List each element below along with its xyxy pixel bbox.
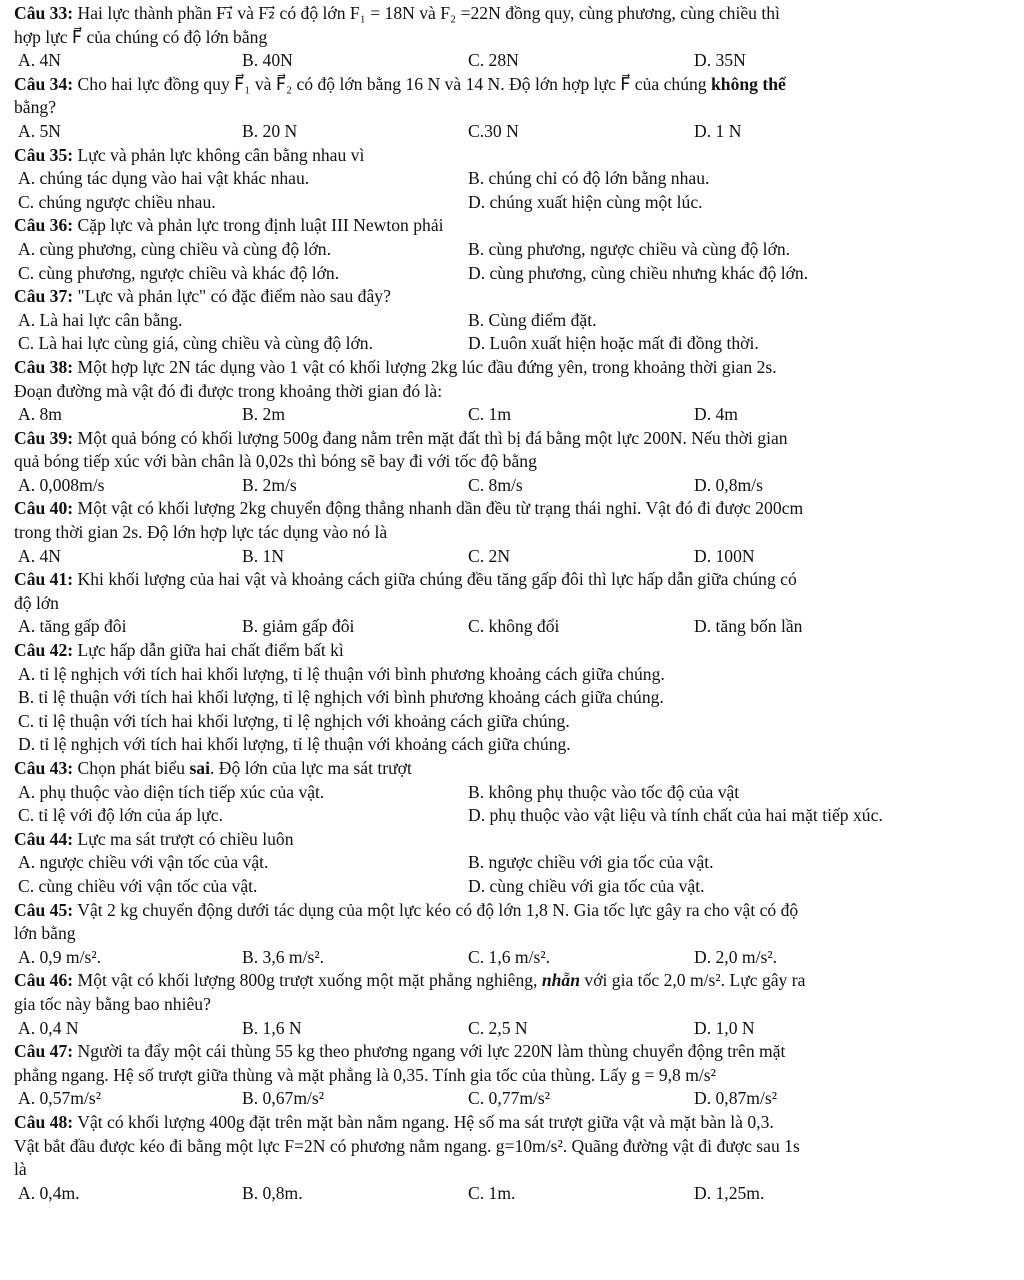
answer-option-d[interactable]: D. chúng xuất hiện cùng một lúc. [468,191,703,212]
question-45 [14,899,1014,923]
answer-option-b[interactable]: B. 1,6 N [242,1017,302,1038]
answer-option-d[interactable]: D. 0,8m/s [694,474,763,495]
answer-option-d[interactable]: D. 1 N [694,120,742,141]
question-number: Câu 37: [14,286,74,307]
answer-option-a[interactable]: A. tỉ lệ nghịch với tích hai khối lượng, tỉ lệ thuận với bình phương khoảng cách giữa chúng. [18,663,665,684]
answer-option-c[interactable]: C. không đổi [468,616,560,637]
answer-option-b[interactable]: B. 40N [242,50,293,71]
answer-option-c[interactable]: C. cùng phương, ngược chiều và khác độ lớn. [18,262,340,283]
question-number: Câu 43: [14,758,74,778]
answer-option-c[interactable]: C. 1m. [468,1182,516,1203]
answer-option-d[interactable]: D. phụ thuộc vào vật liệu và tính chất của hai mặt tiếp xúc. [468,805,883,826]
answer-option-a[interactable]: A. 8m [18,404,62,425]
answer-option-c[interactable]: C. 28N [468,50,519,71]
answer-option-b[interactable]: B. ngược chiều với gia tốc của vật. [468,852,714,873]
question-number: Câu 34: [14,73,74,94]
options-row [14,710,1014,734]
question-text: Một hợp lực 2N tác dụng vào 1 vật có khối lượng 2kg lúc đầu đứng yên, trong khoảng thời gian 2s. [77,356,777,377]
options-row [14,804,1014,828]
question-text: Đoạn đường mà vật đó đi được trong khoảng thời gian đó là: [14,380,443,401]
answer-option-d[interactable]: D. 4m [694,404,738,425]
question-text: trong thời gian 2s. Độ lớn hợp lực tác dụng vào nó là [14,522,388,543]
answer-option-a[interactable]: A. ngược chiều với vận tốc của vật. [18,852,269,873]
options-row [14,49,1014,73]
question-41 [14,568,1014,592]
answer-option-a[interactable]: A. phụ thuộc vào diện tích tiếp xúc của vật. [18,781,325,802]
question-emphasis: nhẵn [541,970,580,991]
question-37 [14,285,1014,309]
question-text: Khi khối lượng của hai vật và khoảng cách giữa chúng đều tăng gấp đôi thì lực hấp dẫn giữa chúng có [77,569,797,590]
answer-option-d[interactable]: D. 1,25m. [694,1182,765,1203]
answer-option-b[interactable]: B. Cùng điểm đặt. [468,309,597,330]
question-33 [14,2,1014,26]
question-text: "Lực và phản lực" có đặc điểm nào sau đây? [77,286,391,307]
question-number: Câu 41: [14,569,74,590]
options-row [14,120,1014,144]
question-text: phẳng ngang. Hệ số trượt giữa thùng và mặt phẳng là 0,35. Tính gia tốc của thùng. Lấy g = 9,8 m/s² [14,1064,716,1085]
question-48 [14,1111,1014,1135]
question-38 [14,356,1014,380]
question-text: là [14,1159,27,1180]
answer-option-a[interactable]: A. 5N [18,120,62,141]
question-text: độ lớn [14,592,59,613]
options-row [14,686,1014,710]
question-number: Câu 45: [14,899,74,920]
question-text: Lực ma sát trượt có chiều luôn [77,828,294,849]
question-text: Vật bắt đầu được kéo đi bằng một lực F=2N có phương nằm ngang. g=10m/s². Quãng đường vật đi được sau 1s [14,1135,800,1156]
question-44 [14,828,1014,852]
options-row [14,167,1014,191]
answer-option-b[interactable]: B. 1N [242,545,285,566]
answer-option-a[interactable]: A. cùng phương, cùng chiều và cùng độ lớn. [18,238,332,259]
answer-option-a[interactable]: A. 4N [18,545,62,566]
question-text: Một vật có khối lượng 2kg chuyển động thẳng nhanh dần đều từ trạng thái nghỉ. Vật đó đi được 200cm [77,498,804,519]
options-row [14,946,1014,970]
answer-option-c[interactable]: C. tỉ lệ thuận với tích hai khối lượng, tỉ lệ nghịch với khoảng cách giữa chúng. [18,710,570,731]
question-text: Một quả bóng có khối lượng 500g đang nằm trên mặt đất thì bị đá bằng một lực 200N. Nếu thời gian [77,427,788,448]
question-text: với gia tốc 2,0 m/s². Lực gây ra [580,970,806,991]
answer-option-c[interactable]: C. 1m [468,404,512,425]
question-39 [14,427,1014,451]
exam-sheet [14,2,1014,1205]
answer-option-d[interactable]: D. cùng phương, cùng chiều nhưng khác độ lớn. [468,262,809,283]
answer-option-c[interactable]: C. 2,5 N [468,1017,528,1038]
options-row [14,851,1014,875]
answer-option-d[interactable]: D. 35N [694,50,746,71]
answer-option-b[interactable]: B. 2m [242,404,286,425]
answer-option-d[interactable]: D. 100N [694,545,755,566]
answer-option-c[interactable]: C. Là hai lực cùng giá, cùng chiều và cùng độ lớn. [18,333,373,354]
answer-option-c[interactable]: C.30 N [468,120,519,141]
question-number: Câu 44: [14,828,74,849]
answer-option-b[interactable]: B. 20 N [242,120,298,141]
answer-option-a[interactable]: A. 0,4m. [18,1182,80,1203]
options-row [14,238,1014,262]
question-number: Câu 47: [14,1041,74,1062]
options-row [14,403,1014,427]
options-row [14,474,1014,498]
answer-option-a[interactable]: A. Là hai lực cân bằng. [18,309,183,330]
options-row [14,1182,1014,1206]
question-emphasis: không thể [711,73,786,94]
answer-option-b[interactable]: B. cùng phương, ngược chiều và cùng độ lớn. [468,238,791,259]
answer-option-c[interactable]: C. 0,77m/s² [468,1088,551,1109]
options-row [14,733,1014,757]
answer-option-a[interactable]: A. 0,9 m/s². [18,946,101,967]
answer-option-d[interactable]: D. 1,0 N [694,1017,755,1038]
question-text: lớn bằng [14,923,76,944]
answer-option-c[interactable]: C. 1,6 m/s². [468,946,551,967]
options-row [14,1087,1014,1111]
question-text: Một vật có khối lượng 800g trượt xuống một mặt phẳng nghiêng, [77,970,542,991]
question-number: Câu 46: [14,970,74,991]
question-number: Câu 38: [14,356,74,377]
answer-option-b[interactable]: B. 0,67m/s² [242,1088,325,1109]
options-row [14,309,1014,333]
question-number: Câu 33: [14,3,74,23]
options-row [14,545,1014,569]
options-row [14,663,1014,687]
question-text: Cặp lực và phản lực trong định luật III Newton phải [77,215,444,236]
question-text: hợp lực F⃗ của chúng có độ lớn bằng [14,26,268,47]
question-text: gia tốc này bằng bao nhiêu? [14,993,211,1014]
answer-option-b[interactable]: B. giảm gấp đôi [242,616,355,637]
answer-option-c[interactable]: C. tỉ lệ với độ lớn của áp lực. [18,805,224,826]
question-35 [14,144,1014,168]
question-number: Câu 39: [14,427,74,448]
question-number: Câu 40: [14,498,74,519]
question-text: Vật 2 kg chuyển động dưới tác dụng của một lực kéo có độ lớn 1,8 N. Gia tốc lực gây ra cho vật có độ [77,899,799,920]
question-47 [14,1040,1014,1064]
question-text: bằng? [14,97,57,118]
question-text: Lực và phản lực không cân bằng nhau vì [77,144,365,165]
question-emphasis: sai [189,758,210,778]
options-row [14,875,1014,899]
question-number: Câu 42: [14,640,74,661]
question-text: Hai lực thành phần F₁⃗ và F₂⃗ có độ lớn F₁ = 18N và F₂ =22N đồng quy, cùng phương, cùng chiều thì [77,3,780,23]
question-46 [14,969,1014,993]
answer-option-d[interactable]: D. 0,87m/s² [694,1088,777,1109]
answer-option-a[interactable]: A. 0,4 N [18,1017,79,1038]
answer-option-b[interactable]: B. tỉ lệ thuận với tích hai khối lượng, tỉ lệ nghịch với bình phương khoảng cách giữa chúng. [18,687,664,708]
answer-option-b[interactable]: B. không phụ thuộc vào tốc độ của vật [468,781,740,802]
question-number: Câu 35: [14,144,74,165]
options-row [14,191,1014,215]
question-43 [14,757,1014,781]
question-number: Câu 48: [14,1111,74,1132]
answer-option-d[interactable]: D. tỉ lệ nghịch với tích hai khối lượng, tỉ lệ thuận với khoảng cách giữa chúng. [18,734,571,755]
answer-option-a[interactable]: A. tăng gấp đôi [18,616,127,637]
question-36 [14,214,1014,238]
question-text: Chọn phát biểu [77,758,190,778]
question-text: . Độ lớn của lực ma sát trượt [210,758,412,778]
answer-option-b[interactable]: B. 3,6 m/s². [242,946,325,967]
question-text: Người ta đẩy một cái thùng 55 kg theo phương ngang với lực 220N làm thùng chuyển động trên mặt [77,1041,786,1062]
question-number: Câu 36: [14,215,74,236]
answer-option-a[interactable]: A. 0,57m/s² [18,1088,101,1109]
answer-option-b[interactable]: B. 2m/s [242,474,297,495]
answer-option-d[interactable]: D. tăng bốn lần [694,616,803,637]
question-text: quả bóng tiếp xúc với bàn chân là 0,02s thì bóng sẽ bay đi với tốc độ bằng [14,451,537,472]
answer-option-a[interactable]: A. 4N [18,50,62,71]
question-text: Lực hấp dẫn giữa hai chất điểm bất kì [77,640,344,661]
answer-option-c[interactable]: C. 2N [468,545,511,566]
answer-option-c[interactable]: C. 8m/s [468,474,523,495]
question-text: Cho hai lực đồng quy F⃗₁ và F⃗₂ có độ lớn bằng 16 N và 14 N. Độ lớn hợp lực F⃗ của chúng [77,73,711,94]
options-row [14,332,1014,356]
answer-option-d[interactable]: D. Luôn xuất hiện hoặc mất đi đồng thời. [468,333,759,354]
options-row [14,1017,1014,1041]
answer-option-c[interactable]: C. chúng ngược chiều nhau. [18,191,216,212]
question-42 [14,639,1014,663]
question-34 [14,73,1014,97]
options-row [14,615,1014,639]
question-text: Vật có khối lượng 400g đặt trên mặt bàn nằm ngang. Hệ số ma sát trượt giữa vật và mặt bàn là 0,3. [77,1111,774,1132]
options-row [14,262,1014,286]
answer-option-b[interactable]: B. chúng chỉ có độ lớn bằng nhau. [468,168,710,189]
answer-option-d[interactable]: D. cùng chiều với gia tốc của vật. [468,875,705,896]
answer-option-b[interactable]: B. 0,8m. [242,1182,303,1203]
answer-option-a[interactable]: A. 0,008m/s [18,474,105,495]
question-40 [14,497,1014,521]
answer-option-d[interactable]: D. 2,0 m/s². [694,946,777,967]
answer-option-a[interactable]: A. chúng tác dụng vào hai vật khác nhau. [18,168,310,189]
options-row [14,781,1014,805]
answer-option-c[interactable]: C. cùng chiều với vận tốc của vật. [18,875,258,896]
